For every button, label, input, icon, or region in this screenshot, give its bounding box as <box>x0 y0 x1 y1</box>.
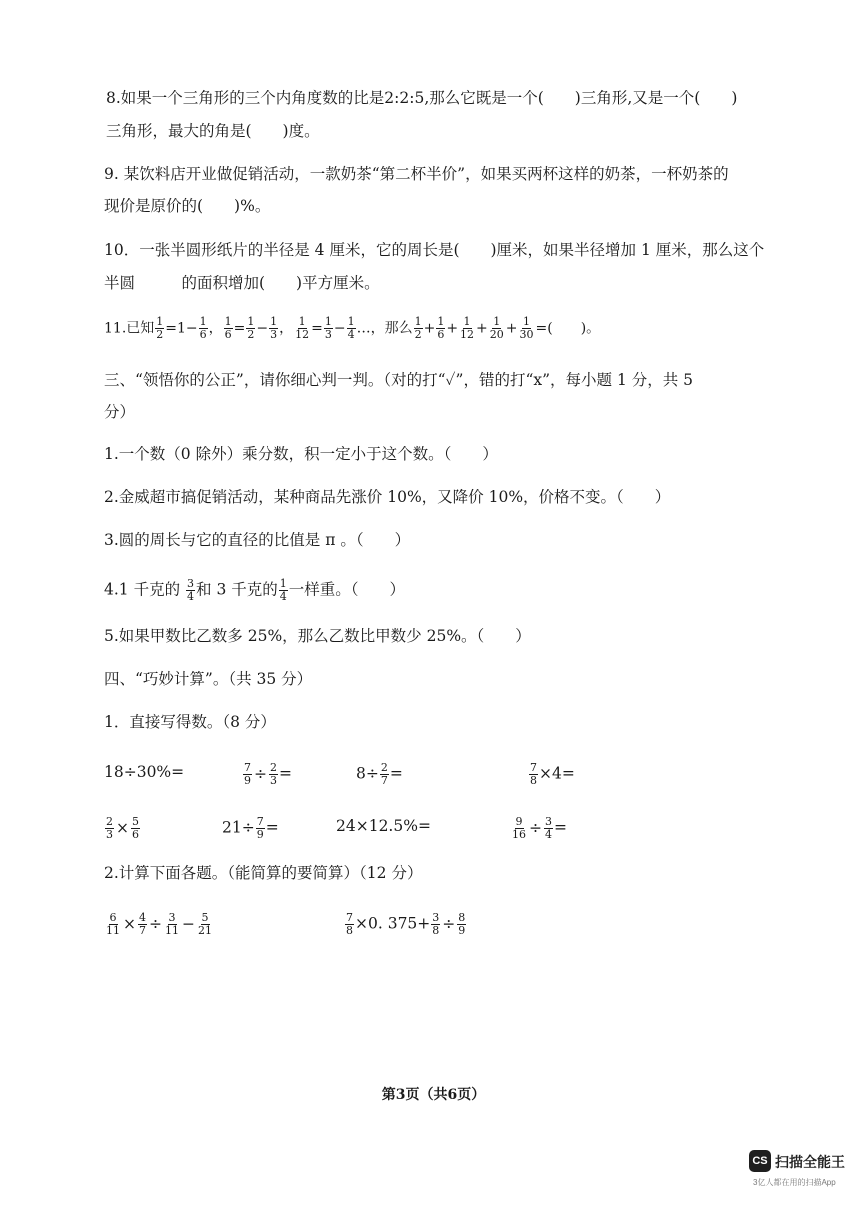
fraction: $\frac{8}{9}$ <box>458 911 466 937</box>
fraction: $\frac{3}{11}$ <box>165 911 179 937</box>
fraction: $\frac{1}{30}$ <box>519 315 534 341</box>
part-1-title: 1．直接写得数。（8 分） <box>104 713 276 731</box>
fraction: $\frac{3}{8}$ <box>432 911 440 937</box>
fraction: $\frac{5}{6}$ <box>132 815 139 841</box>
fraction: $\frac{6}{11}$ <box>106 911 120 937</box>
fraction: $\frac{2}{7}$ <box>380 761 388 787</box>
fraction: $\frac{2}{3}$ <box>106 815 113 841</box>
fraction: $\frac{5}{21}$ <box>198 911 212 937</box>
question-11: 11.已知 $\frac{1}{2}$ =1− $\frac{1}{6}$ ， $\frac{1}{6}$ = $\frac{1}{2}$ − $\frac{1}{3}$ ， $\frac{1}{12}$ = $\frac{1}{3}$ − $\frac{1}{4}$ …，那么 $\frac{1}{2}$ + $\frac{1}{6}$ + $\frac{1}{12}$ + $\frac{1}{20}$ + $\frac{1}{30}$ =( )。 <box>104 315 601 341</box>
fraction: $\frac{1}{3}$ <box>270 315 278 341</box>
scanner-watermark <box>749 1150 861 1190</box>
section-3-title: 三、“领悟你的公正”，请你细心判一判。（对的打“✓”，错的打“x”，每小题 1 分，共 5 <box>104 371 694 389</box>
judge-item-2: 2.金威超市搞促销活动，某种商品先涨价 10%，又降价 10%，价格不变。（ ） <box>104 488 671 506</box>
calc-c2: $\frac{7}{8}$ ×0. 375+ $\frac{3}{8}$ ÷ $\frac{8}{9}$ <box>346 911 466 937</box>
calc-b1: $\frac{2}{3}$ × $\frac{5}{6}$ <box>106 815 139 841</box>
watermark-name: 扫描全能王 <box>775 1154 845 1170</box>
judge-item-1: 1.一个数（0 除外）乘分数，积一定小于这个数。（ ） <box>104 445 498 463</box>
question-10-line-2: 半圆 的面积增加( )平方厘米。 <box>104 274 380 292</box>
judge-item-5: 5.如果甲数比乙数多 25%，那么乙数比甲数少 25%。（ ） <box>104 627 531 645</box>
fraction: $\frac{1}{20}$ <box>489 315 504 341</box>
page-footer: 第3页（共6页） <box>381 1087 486 1103</box>
calc-b2: 21÷ $\frac{7}{9}$ = <box>222 815 279 841</box>
fraction: $\frac{1}{6}$ <box>437 315 445 341</box>
judge-item-3: 3.圆的周长与它的直径的比值是 π 。（ ） <box>104 531 411 549</box>
question-10-line-1: 10．一张半圆形纸片的半径是 4 厘米，它的周长是( )厘米，如果半径增加 1 厘米，那么这个 <box>104 241 765 259</box>
fraction: $\frac{7}{9}$ <box>244 761 251 787</box>
fraction: $\frac{1}{2}$ <box>156 315 164 341</box>
fraction: $\frac{1}{3}$ <box>324 315 332 341</box>
calc-a4: $\frac{7}{8}$ ×4= <box>530 761 575 787</box>
part-2-title: 2.计算下面各题。（能简算的要简算）（12 分） <box>104 864 423 882</box>
fraction: $\frac{3}{4}$ <box>545 815 552 841</box>
question-9-line-1: 9. 某饮料店开业做促销活动，一款奶茶“第二杯半价”，如果买两杯这样的奶茶，一杯奶茶的 <box>104 165 729 183</box>
fraction: $\frac{1}{6}$ <box>199 315 207 341</box>
fraction: $\frac{3}{4}$ <box>187 577 195 603</box>
question-8-line-2: 三角形，最大的角是( )度。 <box>106 122 320 140</box>
question-9-line-2: 现价是原价的( )%。 <box>104 197 271 215</box>
section-4-title: 四、“巧妙计算”。（共 35 分） <box>104 670 313 688</box>
calc-b4: $\frac{9}{16}$ ÷ $\frac{3}{4}$ = <box>512 815 567 841</box>
fraction: $\frac{1}{2}$ <box>414 315 422 341</box>
fraction: $\frac{9}{16}$ <box>512 815 526 841</box>
fraction: $\frac{1}{4}$ <box>279 577 287 603</box>
calc-a2: $\frac{7}{9}$ ÷ $\frac{2}{3}$ = <box>244 761 292 787</box>
fraction: $\frac{2}{3}$ <box>270 761 277 787</box>
fraction: $\frac{1}{12}$ <box>295 315 310 341</box>
watermark-subtitle: 3亿人都在用的扫描App <box>753 1178 836 1187</box>
calc-c1: $\frac{6}{11}$ × $\frac{4}{7}$ ÷ $\frac{3}{11}$ − $\frac{5}{21}$ <box>106 911 212 937</box>
fraction: $\frac{1}{12}$ <box>460 315 475 341</box>
fraction: $\frac{7}{9}$ <box>256 815 264 841</box>
fraction: $\frac{7}{8}$ <box>530 761 537 787</box>
judge-item-4: 4.1 千克的 $\frac{3}{4}$ 和 3 千克的 $\frac{1}{4}$ 一样重。（ ） <box>104 577 405 603</box>
fraction: $\frac{1}{2}$ <box>247 315 255 341</box>
section-3-title-cont: 分） <box>104 403 136 421</box>
calc-a3: 8÷ $\frac{2}{7}$ = <box>356 761 403 787</box>
calc-a1: 18÷30%= <box>104 763 185 781</box>
camscanner-logo-icon: CS <box>749 1150 771 1172</box>
fraction: $\frac{7}{8}$ <box>346 911 353 937</box>
fraction: $\frac{4}{7}$ <box>139 911 146 937</box>
question-8-line-1: 8.如果一个三角形的三个内角度数的比是2:2:5,那么它既是一个( )三角形,又是一个( ) <box>106 89 738 107</box>
fraction: $\frac{1}{4}$ <box>347 315 355 341</box>
fraction: $\frac{1}{6}$ <box>224 315 232 341</box>
calc-b3: 24×12.5%= <box>336 817 431 835</box>
